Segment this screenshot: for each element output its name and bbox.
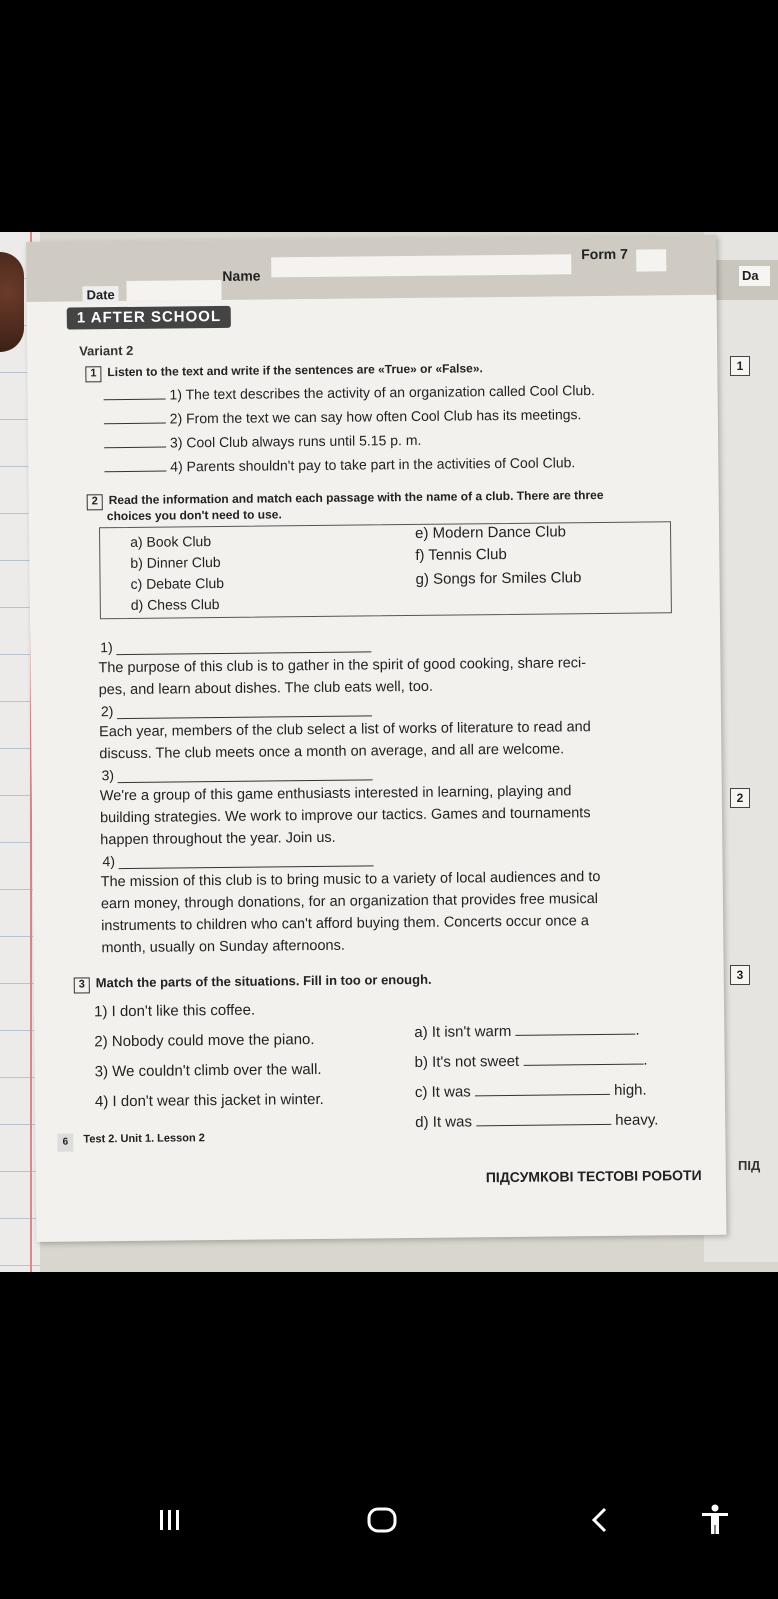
answer-blank[interactable] <box>104 399 166 401</box>
task3-number: 3 <box>74 977 90 993</box>
passage-line: The purpose of this club is to gather in the spirit of good cooking, share reci- <box>98 655 587 677</box>
answer-blank[interactable] <box>523 1064 643 1066</box>
task3-right-text: d) It was <box>415 1113 473 1131</box>
task3-left-2: 2) Nobody could move the piano. <box>94 1031 315 1051</box>
task3-right-d <box>415 1111 658 1131</box>
answer-blank[interactable] <box>516 1034 636 1036</box>
next-page-footer: ПІД <box>738 1158 761 1173</box>
task1-item-text: 3) Cool Club always runs until 5.15 p. m. <box>169 431 422 451</box>
task1-item-text: 1) The text describes the activity of an organization called Cool Club. <box>169 382 595 403</box>
back-button[interactable] <box>580 1500 620 1540</box>
task2-instruction <box>87 488 604 510</box>
club-option: b) Dinner Club <box>130 553 221 571</box>
club-option: f) Tennis Club <box>415 545 507 564</box>
name-field[interactable] <box>271 254 571 277</box>
photo <box>0 232 778 1272</box>
next-page-task-3: 3 <box>730 965 750 985</box>
passage-3-number <box>102 764 374 783</box>
accessibility-button[interactable] <box>695 1500 735 1540</box>
passage-1-number <box>100 636 372 655</box>
passage-number-text: 3) <box>101 767 115 784</box>
passage-4 <box>101 865 692 959</box>
passage-line: Each year, members of the club select a list of works of literature to read and <box>99 719 591 741</box>
passage-2-number <box>101 700 373 719</box>
club-option: g) Songs for Smiles Club <box>415 569 582 588</box>
passage-line: month, usually on Sunday afternoons. <box>101 937 345 957</box>
task1-item-1 <box>104 382 595 403</box>
unit-title: 1 AFTER SCHOOL <box>67 306 232 330</box>
task3-right-suffix: . <box>643 1051 648 1069</box>
name-label: Name <box>222 267 261 284</box>
task3-right-a <box>414 1022 640 1041</box>
worksheet-page <box>26 235 726 1242</box>
passage-1 <box>98 651 688 701</box>
accessibility-icon <box>700 1504 730 1536</box>
task1-item-text: 2) From the text we can say how often Cool Club has its meetings. <box>169 406 582 427</box>
task3-left-1: 1) I don't like this coffee. <box>93 1001 256 1021</box>
task2-number: 2 <box>87 494 103 510</box>
passage-number-text: 4) <box>102 853 116 870</box>
club-option: e) Modern Dance Club <box>414 523 567 542</box>
task1-number: 1 <box>85 366 101 382</box>
club-option: d) Chess Club <box>130 595 220 613</box>
passage-line: instruments to children who can't afford buying them. Concerts occur once a <box>101 913 589 935</box>
back-icon <box>590 1506 610 1534</box>
passage-line: earn money, through donations, for an organization that provides free musical <box>100 891 599 913</box>
task1-instruction <box>85 361 483 382</box>
task3-instruction-text: Match the parts of the situations. Fill in too or enough. <box>95 971 432 991</box>
next-page-date-label: Da <box>739 266 770 286</box>
home-button[interactable] <box>362 1500 402 1540</box>
person-hair <box>0 252 24 352</box>
task3-right-text: a) It isn't warm <box>414 1022 512 1041</box>
club-option: c) Debate Club <box>130 574 225 592</box>
date-field[interactable] <box>126 280 221 301</box>
page-number: 6 <box>57 1134 73 1152</box>
passage-line: We're a group of this game enthusiasts interested in learning, playing and <box>99 783 572 805</box>
answer-blank[interactable] <box>104 447 166 449</box>
recent-apps-icon <box>157 1508 183 1532</box>
task2-instruction-line2: choices you don't need to use. <box>106 507 282 524</box>
task1-instruction-text: Listen to the text and write if the sentences are «True» or «False». <box>107 361 483 380</box>
lesson-label: Test 2. Unit 1. Lesson 2 <box>83 1132 205 1146</box>
passage-number-text: 2) <box>100 703 114 720</box>
task1-item-text: 4) Parents shouldn't pay to take part in the activities of Cool Club. <box>170 454 576 475</box>
task3-right-text: c) It was <box>414 1083 471 1101</box>
passage-line: The mission of this club is to bring music to a variety of local audiences and to <box>100 869 601 891</box>
task2-instruction-line1: Read the information and match each passage with the name of a club. There are three <box>108 487 604 508</box>
passage-line: pes, and learn about dishes. The club eats well, too. <box>98 678 434 699</box>
passage-3 <box>100 779 691 851</box>
passage-line: happen throughout the year. Join us. <box>100 829 336 849</box>
task3-right-suffix: high. <box>614 1081 647 1099</box>
clubs-box <box>99 521 672 619</box>
passage-line: building strategies. We work to improve our tactics. Games and tournaments <box>99 805 591 827</box>
passage-number-text: 1) <box>100 639 113 656</box>
passage-line: discuss. The club meets once a month on average, and all are welcome. <box>99 741 565 763</box>
series-title: ПІДСУМКОВІ ТЕСТОВІ РОБОТИ <box>485 1166 702 1186</box>
task3-right-suffix: heavy. <box>615 1111 659 1129</box>
answer-blank[interactable] <box>104 471 166 473</box>
passage-2 <box>99 715 689 765</box>
recent-apps-button[interactable] <box>150 1500 190 1540</box>
task3-left-3: 3) We couldn't climb over the wall. <box>94 1060 322 1081</box>
answer-blank[interactable] <box>104 423 166 425</box>
home-icon <box>366 1506 398 1534</box>
variant-label: Variant 2 <box>79 342 134 359</box>
task3-right-text: b) It's not sweet <box>414 1052 520 1071</box>
task3-instruction <box>74 972 432 994</box>
task3-right-b <box>415 1052 648 1071</box>
task3-left-4: 4) I don't wear this jacket in winter. <box>94 1090 324 1111</box>
task3-right-suffix: . <box>635 1021 640 1039</box>
passage-4-number <box>102 850 374 869</box>
task1-item-3 <box>104 432 421 451</box>
club-option: a) Book Club <box>130 533 212 550</box>
answer-blank[interactable] <box>476 1124 611 1126</box>
date-label: Date <box>82 286 118 303</box>
task1-item-2 <box>104 406 582 427</box>
android-nav-bar <box>0 1490 778 1550</box>
answer-blank[interactable] <box>475 1094 610 1096</box>
next-page-task-1: 1 <box>730 356 750 376</box>
form-label: Form 7 <box>581 245 628 263</box>
form-field[interactable] <box>636 249 666 271</box>
task3-right-c <box>415 1082 647 1101</box>
task1-item-4 <box>104 454 575 475</box>
next-page-task-2: 2 <box>730 788 750 808</box>
